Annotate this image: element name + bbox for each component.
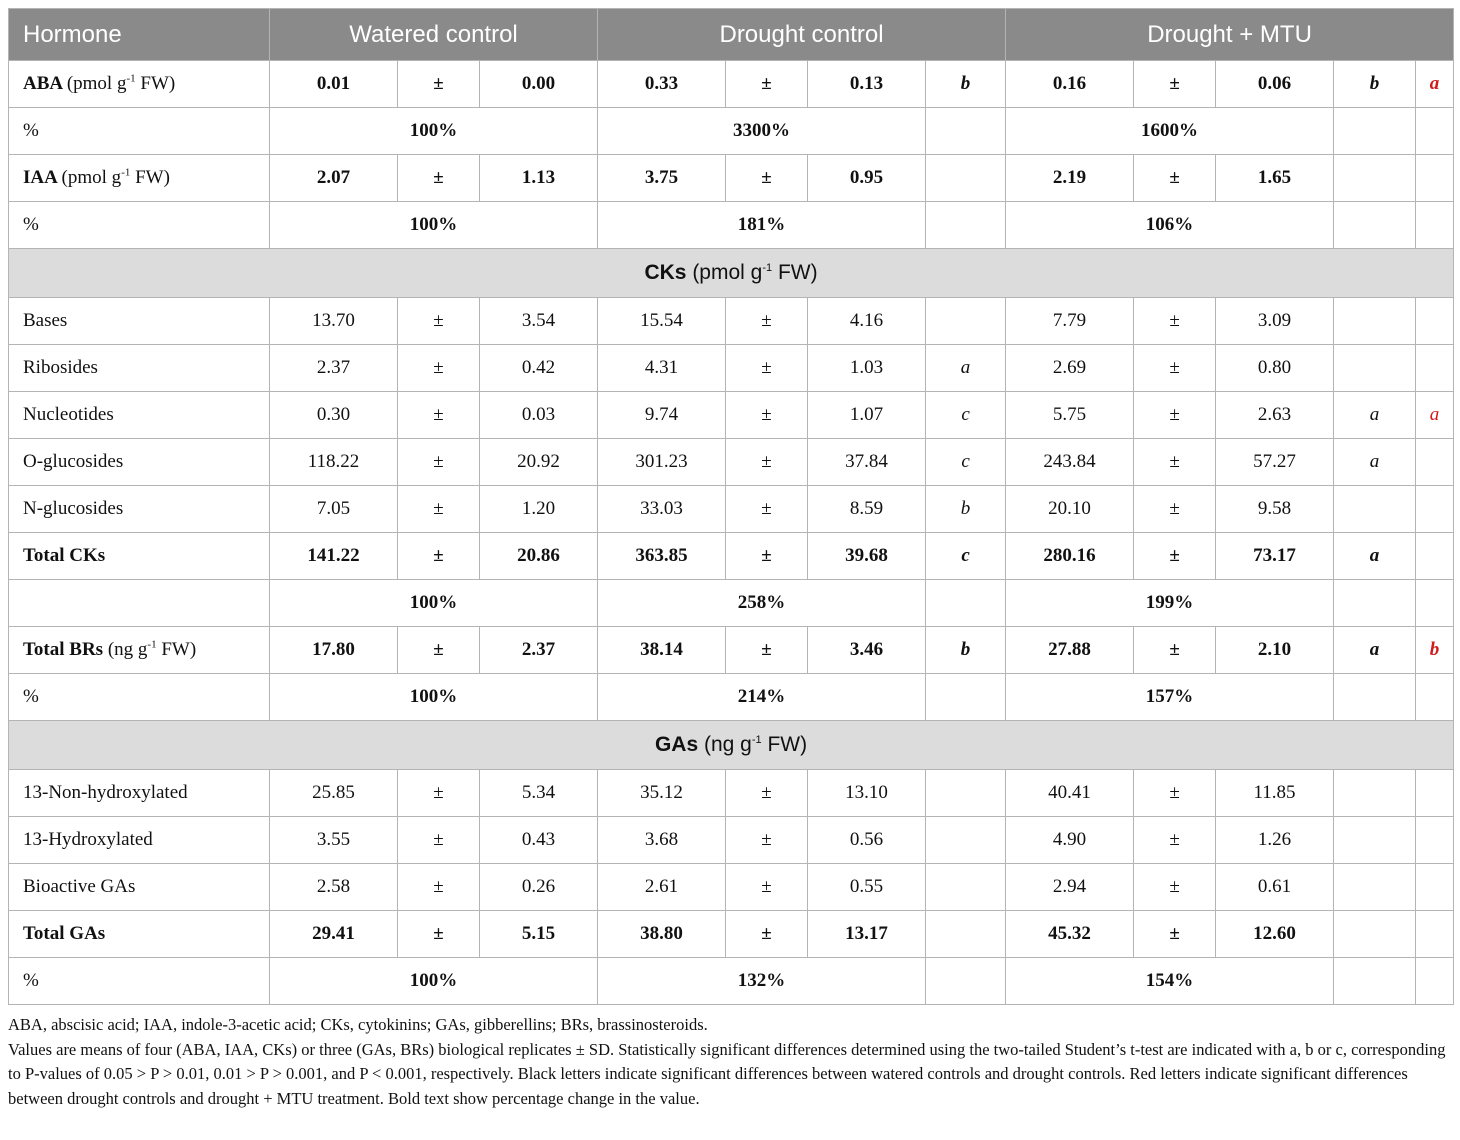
table-row [9,864,1454,911]
pm-sign: ± [398,345,480,392]
watered-sd: 0.26 [480,864,598,911]
watered-sd: 0.00 [480,61,598,108]
watered-percent: 100% [270,580,598,627]
drought-significance [926,155,1006,202]
pm-sign: ± [726,864,808,911]
watered-mean: 13.70 [270,298,398,345]
empty-cell [1334,958,1416,1005]
mtu-significance-red [1416,817,1454,864]
table-row [9,674,1454,721]
drought-sd: 0.95 [808,155,926,202]
drought-percent: 3300% [598,108,926,155]
watered-sd: 0.03 [480,392,598,439]
drought-significance [926,298,1006,345]
mtu-significance-red [1416,864,1454,911]
table-footnote [8,1013,1453,1111]
pm-sign: ± [398,61,480,108]
drought-significance: b [926,486,1006,533]
drought-sd: 13.10 [808,770,926,817]
watered-mean: 2.07 [270,155,398,202]
pm-sign: ± [1134,817,1216,864]
mtu-significance: b [1334,61,1416,108]
mtu-significance [1334,864,1416,911]
mtu-significance [1334,486,1416,533]
pm-sign: ± [1134,864,1216,911]
pm-sign: ± [398,533,480,580]
drought-mean: 35.12 [598,770,726,817]
drought-sd: 0.55 [808,864,926,911]
watered-sd: 2.37 [480,627,598,674]
pm-sign: ± [1134,770,1216,817]
mtu-sd: 3.09 [1216,298,1334,345]
row-label: 13-Hydroxylated [9,817,270,864]
mtu-significance-red [1416,298,1454,345]
empty-cell [1416,580,1454,627]
drought-mean: 38.14 [598,627,726,674]
drought-mean: 15.54 [598,298,726,345]
drought-significance: b [926,61,1006,108]
pm-sign: ± [726,911,808,958]
drought-percent: 214% [598,674,926,721]
mtu-mean: 0.16 [1006,61,1134,108]
mtu-significance: a [1334,533,1416,580]
pm-sign: ± [1134,439,1216,486]
mtu-mean: 5.75 [1006,392,1134,439]
pm-sign: ± [398,627,480,674]
pm-sign: ± [398,911,480,958]
mtu-significance-red [1416,439,1454,486]
table-row [9,155,1454,202]
hormone-table [8,8,1454,1005]
pm-sign: ± [726,533,808,580]
row-label: Bases [9,298,270,345]
mtu-significance-red [1416,770,1454,817]
header-drought-mtu: Drought + MTU [1006,9,1454,61]
pm-sign: ± [726,61,808,108]
row-label: Bioactive GAs [9,864,270,911]
empty-cell [1416,674,1454,721]
watered-sd: 5.34 [480,770,598,817]
header-watered-control: Watered control [270,9,598,61]
watered-mean: 17.80 [270,627,398,674]
mtu-mean: 20.10 [1006,486,1134,533]
section-row-cks [9,249,1454,298]
mtu-mean: 40.41 [1006,770,1134,817]
table-row [9,580,1454,627]
watered-mean: 0.30 [270,392,398,439]
pm-sign: ± [398,155,480,202]
mtu-sd: 73.17 [1216,533,1334,580]
row-label: % [9,958,270,1005]
empty-cell [1334,580,1416,627]
table-row [9,345,1454,392]
watered-sd: 1.13 [480,155,598,202]
mtu-percent: 154% [1006,958,1334,1005]
row-label: % [9,108,270,155]
mtu-sd: 57.27 [1216,439,1334,486]
mtu-significance-red [1416,345,1454,392]
mtu-significance-red [1416,155,1454,202]
footnote-statistics: Values are means of four (ABA, IAA, CKs) or three (GAs, BRs) biological replicates ± SD. Statistically significant differences determined using the two-tailed Student’s t-test are indicated with a, b or c, corresponding to P-values of 0.05 > P > 0.01, 0.01 > P > 0.001, and P < 0.001, respectively. Black letters indicate significant differences between watered controls and drought controls. Red letters indicate significant differences between drought controls and drought + MTU treatment. Bold text show percentage change in the value. [8,1039,1446,1108]
mtu-sd: 0.80 [1216,345,1334,392]
drought-significance: c [926,392,1006,439]
row-label: Total CKs [9,533,270,580]
mtu-mean: 243.84 [1006,439,1134,486]
drought-mean: 3.75 [598,155,726,202]
mtu-sd: 0.61 [1216,864,1334,911]
mtu-significance [1334,817,1416,864]
mtu-sd: 0.06 [1216,61,1334,108]
drought-mean: 3.68 [598,817,726,864]
drought-sd: 0.13 [808,61,926,108]
drought-significance [926,817,1006,864]
drought-mean: 301.23 [598,439,726,486]
pm-sign: ± [1134,627,1216,674]
mtu-significance-red: a [1416,61,1454,108]
drought-significance [926,911,1006,958]
drought-percent: 181% [598,202,926,249]
mtu-significance [1334,911,1416,958]
watered-percent: 100% [270,108,598,155]
empty-cell [926,958,1006,1005]
drought-mean: 363.85 [598,533,726,580]
mtu-sd: 9.58 [1216,486,1334,533]
mtu-percent: 157% [1006,674,1334,721]
section-title-gas: GAs (ng $g^{-1}$ FW) [9,721,1454,770]
pm-sign: ± [1134,486,1216,533]
watered-mean: 7.05 [270,486,398,533]
pm-sign: ± [398,864,480,911]
pm-sign: ± [398,439,480,486]
section-row-gas [9,721,1454,770]
mtu-sd: 2.63 [1216,392,1334,439]
empty-cell [1334,674,1416,721]
watered-mean: 3.55 [270,817,398,864]
watered-sd: 0.43 [480,817,598,864]
table-row [9,439,1454,486]
drought-significance: b [926,627,1006,674]
row-label: % [9,674,270,721]
mtu-significance: a [1334,439,1416,486]
empty-cell [926,674,1006,721]
mtu-significance: a [1334,627,1416,674]
drought-sd: 8.59 [808,486,926,533]
table-row [9,817,1454,864]
empty-cell [1416,108,1454,155]
row-label: Nucleotides [9,392,270,439]
watered-sd: 3.54 [480,298,598,345]
pm-sign: ± [398,486,480,533]
watered-mean: 141.22 [270,533,398,580]
mtu-significance [1334,345,1416,392]
footnote-abbreviations: ABA, abscisic acid; IAA, indole-3-acetic acid; CKs, cytokinins; GAs, gibberellins; BRs, brassinosteroids. [8,1015,708,1034]
table-row [9,533,1454,580]
mtu-percent: 199% [1006,580,1334,627]
table-row [9,486,1454,533]
row-label: % [9,202,270,249]
table-row [9,202,1454,249]
mtu-mean: 45.32 [1006,911,1134,958]
table-row [9,770,1454,817]
watered-sd: 1.20 [480,486,598,533]
mtu-sd: 12.60 [1216,911,1334,958]
pm-sign: ± [1134,298,1216,345]
drought-sd: 1.03 [808,345,926,392]
mtu-mean: 2.19 [1006,155,1134,202]
mtu-significance-red: b [1416,627,1454,674]
watered-mean: 2.37 [270,345,398,392]
row-label: O-glucosides [9,439,270,486]
pm-sign: ± [398,770,480,817]
mtu-sd: 2.10 [1216,627,1334,674]
drought-significance: c [926,533,1006,580]
mtu-mean: 4.90 [1006,817,1134,864]
watered-mean: 118.22 [270,439,398,486]
pm-sign: ± [726,298,808,345]
watered-percent: 100% [270,958,598,1005]
drought-mean: 9.74 [598,392,726,439]
drought-mean: 38.80 [598,911,726,958]
drought-significance: c [926,439,1006,486]
drought-sd: 37.84 [808,439,926,486]
table-wrapper [8,8,1453,1111]
mtu-percent: 1600% [1006,108,1334,155]
pm-sign: ± [726,345,808,392]
drought-sd: 3.46 [808,627,926,674]
mtu-significance-red [1416,911,1454,958]
watered-sd: 0.42 [480,345,598,392]
empty-cell [1334,202,1416,249]
pm-sign: ± [1134,61,1216,108]
empty-cell [926,580,1006,627]
table-row [9,627,1454,674]
watered-mean: 2.58 [270,864,398,911]
pm-sign: ± [726,627,808,674]
mtu-mean: 2.94 [1006,864,1134,911]
section-title-cks: CKs (pmol $g^{-1}$ FW) [9,249,1454,298]
mtu-significance [1334,770,1416,817]
pm-sign: ± [726,770,808,817]
table-row [9,108,1454,155]
drought-sd: 4.16 [808,298,926,345]
empty-cell [1416,958,1454,1005]
mtu-sd: 1.26 [1216,817,1334,864]
row-label: Total GAs [9,911,270,958]
drought-sd: 1.07 [808,392,926,439]
drought-mean: 33.03 [598,486,726,533]
row-label [9,580,270,627]
drought-mean: 2.61 [598,864,726,911]
watered-mean: 25.85 [270,770,398,817]
row-label: N-glucosides [9,486,270,533]
empty-cell [1334,108,1416,155]
mtu-mean: 280.16 [1006,533,1134,580]
pm-sign: ± [398,817,480,864]
pm-sign: ± [1134,392,1216,439]
mtu-significance: a [1334,392,1416,439]
watered-mean: 29.41 [270,911,398,958]
row-label: 13-Non-hydroxylated [9,770,270,817]
table-row [9,61,1454,108]
pm-sign: ± [726,486,808,533]
row-label: Ribosides [9,345,270,392]
row-label: IAA (pmol $g^{-1}$ FW) [9,155,270,202]
drought-sd: 39.68 [808,533,926,580]
watered-sd: 20.86 [480,533,598,580]
drought-significance: a [926,345,1006,392]
pm-sign: ± [1134,155,1216,202]
mtu-significance-red [1416,486,1454,533]
mtu-significance-red [1416,533,1454,580]
row-label: Total BRs (ng $g^{-1}$ FW) [9,627,270,674]
pm-sign: ± [398,392,480,439]
empty-cell [926,202,1006,249]
empty-cell [926,108,1006,155]
mtu-significance-red: a [1416,392,1454,439]
pm-sign: ± [398,298,480,345]
mtu-mean: 2.69 [1006,345,1134,392]
watered-mean: 0.01 [270,61,398,108]
drought-sd: 13.17 [808,911,926,958]
mtu-significance [1334,155,1416,202]
table-row [9,298,1454,345]
drought-mean: 0.33 [598,61,726,108]
header-row [9,9,1454,61]
header-drought-control: Drought control [598,9,1006,61]
header-hormone: Hormone [9,9,270,61]
watered-percent: 100% [270,202,598,249]
table-row [9,911,1454,958]
drought-significance [926,770,1006,817]
pm-sign: ± [1134,911,1216,958]
drought-significance [926,864,1006,911]
mtu-mean: 7.79 [1006,298,1134,345]
table-row [9,958,1454,1005]
table-row [9,392,1454,439]
pm-sign: ± [726,439,808,486]
watered-percent: 100% [270,674,598,721]
pm-sign: ± [1134,533,1216,580]
watered-sd: 5.15 [480,911,598,958]
drought-mean: 4.31 [598,345,726,392]
mtu-sd: 11.85 [1216,770,1334,817]
mtu-sd: 1.65 [1216,155,1334,202]
mtu-significance [1334,298,1416,345]
drought-percent: 132% [598,958,926,1005]
mtu-mean: 27.88 [1006,627,1134,674]
pm-sign: ± [726,817,808,864]
pm-sign: ± [1134,345,1216,392]
drought-sd: 0.56 [808,817,926,864]
empty-cell [1416,202,1454,249]
pm-sign: ± [726,392,808,439]
pm-sign: ± [726,155,808,202]
drought-percent: 258% [598,580,926,627]
watered-sd: 20.92 [480,439,598,486]
row-label: ABA (pmol $g^{-1}$ FW) [9,61,270,108]
mtu-percent: 106% [1006,202,1334,249]
